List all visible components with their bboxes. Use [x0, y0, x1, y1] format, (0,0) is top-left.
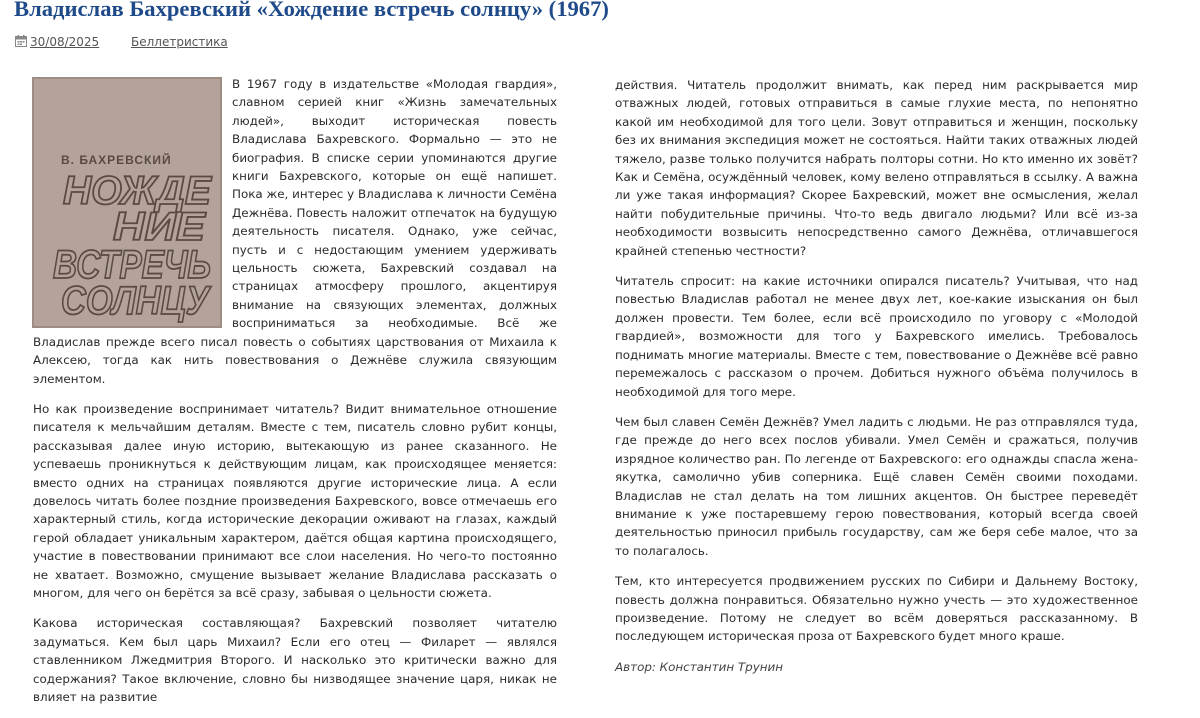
cover-title-line-3: ВСТРЕЧЬ	[53, 243, 211, 287]
post-meta	[15, 35, 228, 50]
paragraph-6: Чем был славен Семён Дежнёв? Умел ладить с людьми. Не раз отправлялся туда, где прежде до него всех послов убивали. Умел Семён и сражаться, получив изрядное количество ран. По легенде от Бахревского: его однажды спасла жена-якутка, самолично убив соперника. Ещё славен Семён своими походами. Владислав не стал делать на том лишних акцентов. Он быстрее переведёт внимание к уже постаревшему герою повествования, который всегда своей деятельностью приносил прибыль государству, сам же беря себе малое, что за то полагалось.	[615, 414, 1138, 558]
cover-title-line-2: НИЕ	[113, 205, 207, 249]
paragraph-7: Тем, кто интересуется продвижением русских по Сибири и Дальнему Востоку, повесть должна понравиться. Обязательно нужно учесть — это художественное произведение. Потому не следует во всём доверяться рассказанному. В последующем историческая проза от Бахревского будет много краше.	[615, 574, 1138, 644]
book-cover-image	[33, 78, 221, 327]
calendar-icon	[15, 35, 27, 50]
paragraph-4: действия. Читатель продолжит внимать, как перед ним раскрывается мир отважных людей, готовых отправиться в самые глухие места, по непонятно какой им необходимой для того цели. Зовут отправиться и женщин, поскольку без их внимания экспедиция может не состояться. Найти таких отважных людей тяжело, разве только получится набрать полторы сотни. Но кто именно их зовёт? Как и Семёна, осуждённый человек, кому велено отправляться в ссылку. А важна ли уже такая информация? Скорее Бахревский, может вне осмысления, желал найти побудительные причины. Что-то ведь двигало людьми? Или всё из-за необходимости возвысить непосредственно самого Дежнёва, отличавшегося крайней степенью честности?	[615, 78, 1138, 258]
paragraph-5: Читатель спросит: на какие источники опирался писатель? Учитывая, что над повестью Владислав работал не менее двух лет, кое-какие изыскания он был должен провести. Тем более, если всё происходило по уговору с «Молодой гвардией», возможности для того у Бахревского имелись. Требовалось поднимать многие материалы. Вместе с тем, повествование о Дежнёве всё равно перемежалось с рассказом о прочем. Добиться нужного объёма получилось в необходимой для того мере.	[615, 274, 1138, 399]
paragraph-1: В 1967 году в издательстве «Молодая гвардия», славном серией книг «Жизнь замечательных людей», выходит историческая повесть Владислава Бахревского. Формально — это не биография. В списке серии упоминаются другие книги Бахревского, которые он ещё напишет. Пока же, интерес у Владислава к личности Семёна Дежнёва. Повесть наложит отпечаток на будущую деятельность писателя. Однако, уже сейчас, пусть и с недостающим умением удерживать цельность сюжета, Бахревский создавал на страницах атмосферу прошлого, акцентируя внимание на связующих элементах, должных восприниматься за необходимые. Всё же Владислав прежде всего писал повесть о событиях царствования от Михаила к Алексею, тогда как нить повествования о Дежнёве служила связующим элементом.	[33, 77, 557, 386]
post-date-link[interactable]: 30/08/2025	[30, 35, 100, 49]
cover-author-name: В. БАХРЕВСКИЙ	[61, 153, 172, 167]
column-right	[615, 76, 1138, 688]
cover-title-line-4: СОЛНЦУ	[61, 279, 212, 323]
column-left	[33, 75, 557, 718]
author-credit: Автор: Константин Трунин	[615, 659, 784, 674]
page-title: Владислав Бахревский «Хождение встречь солнцу» (1967)	[14, 0, 609, 21]
paragraph-3: Какова историческая составляющая? Бахревский позволяет читателю задуматься. Кем был царь Михаил? Если его отец — Филарет — являлся ставленником Лжедмитрия Второго. И насколько это критически важно для содержания? Такое включение, словно бы низводящее значение царя, никак не влияет на развитие	[33, 616, 557, 704]
category-link[interactable]: Беллетристика	[131, 35, 228, 49]
cover-title-line-1: НОЖДЕ	[63, 169, 213, 213]
paragraph-2: Но как произведение воспринимает читатель? Видит внимательное отношение писателя к мельчайшим деталям. Вместе с тем, писатель словно рубит концы, рассказывая далее иную историю, вытекающую из ранее сказанного. Не успеваешь проникнуться к действующим лицам, как происходящее меняется: вместо одних на страницах появляются другие исторические лица. А если довелось читать более поздние произведения Бахревского, вовсе отмечаешь его характерный стиль, когда исторические декорации оживают на глазах, каждый герой обладает уникальным характером, даётся общая картина происходящего, участие в повествовании принимают все слои населения. Но чего-то постоянно не хватает. Возможно, смущение вызывает желание Владислава рассказать о многом, для чего он берётся за всё сразу, забывая о цельности сюжета.	[33, 401, 557, 600]
